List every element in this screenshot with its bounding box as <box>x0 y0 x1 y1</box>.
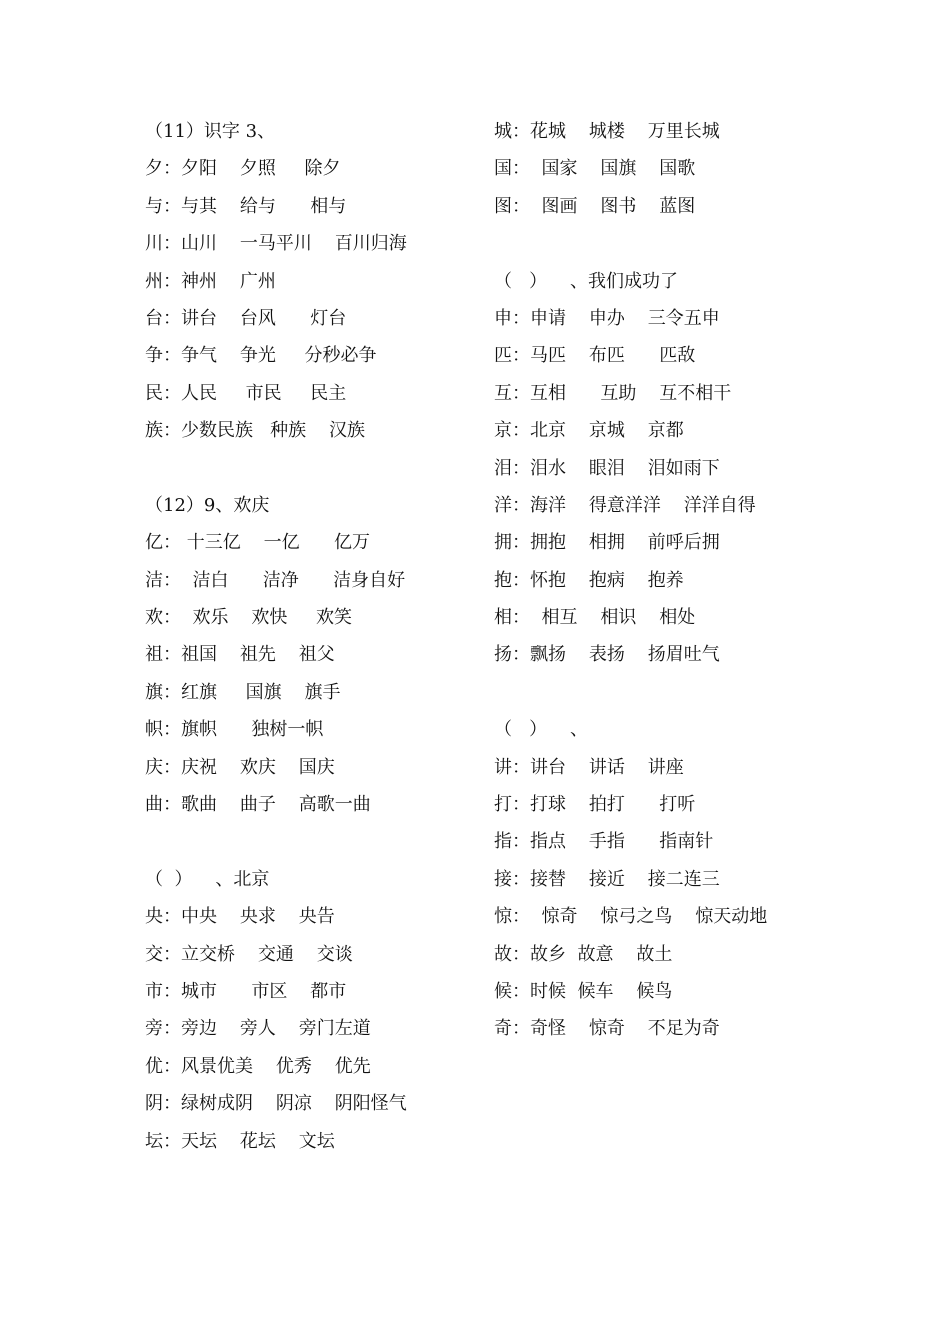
section-spacer <box>145 450 475 487</box>
word-entry: 讲：讲台 讲话 讲座 <box>494 756 684 778</box>
word-entry: 奇：奇怪 惊奇 不足为奇 <box>494 1018 720 1040</box>
word-entry: 阴：绿树成阴 阴凉 阴阳怪气 <box>145 1093 407 1115</box>
word-entry: 央：中央 央求 央告 <box>145 906 335 928</box>
word-entry: 欢： 欢乐 欢快 欢笑 <box>145 607 352 629</box>
word-entry: 图： 图画 图书 蓝图 <box>494 195 696 217</box>
word-entry: 指：指点 手指 指南针 <box>494 831 714 853</box>
word-entry: 庆：庆祝 欢庆 国庆 <box>145 756 335 778</box>
word-entry: 州：神州 广州 <box>145 270 276 292</box>
word-entry: 国： 国家 国旗 国歌 <box>494 158 696 180</box>
word-entry: 台：讲台 台风 灯台 <box>145 307 347 329</box>
word-entry: 洋：海洋 得意洋洋 洋洋自得 <box>494 494 756 516</box>
left-column <box>145 113 475 1160</box>
word-entry: 帜：旗帜 独树一帜 <box>145 719 324 741</box>
section-heading: （12）9、欢庆 <box>145 494 270 516</box>
word-entry: 故：故乡 故意 故土 <box>494 943 673 965</box>
word-entry: 京：北京 京城 京都 <box>494 420 684 442</box>
section-spacer <box>145 823 475 860</box>
section-heading: （ ） 、北京 <box>145 868 270 890</box>
word-entry: 市：城市 市区 都市 <box>145 980 347 1002</box>
word-entry: 匹：马匹 布匹 匹敌 <box>494 345 696 367</box>
word-entry: 与：与其 给与 相与 <box>145 195 347 217</box>
section-heading: （11）识字 3、 <box>145 121 276 142</box>
word-entry: 优：风景优美 优秀 优先 <box>145 1055 371 1077</box>
right-column <box>494 113 824 1048</box>
word-entry: 祖：祖国 祖先 祖父 <box>145 644 335 666</box>
section-spacer <box>494 674 824 711</box>
word-entry: 旗：红旗 国旗 旗手 <box>145 681 341 703</box>
word-entry: 交：立交桥 交通 交谈 <box>145 943 353 965</box>
word-entry: 洁： 洁白 洁净 洁身自好 <box>145 569 406 591</box>
word-entry: 惊： 惊奇 惊弓之鸟 惊天动地 <box>494 906 768 928</box>
word-entry: 泪：泪水 眼泪 泪如雨下 <box>494 457 720 479</box>
word-entry: 城：花城 城楼 万里长城 <box>494 121 720 142</box>
word-entry: 互：互相 互助 互不相干 <box>494 382 732 404</box>
section-heading: （ ） 、我们成功了 <box>494 270 679 292</box>
word-entry: 申：申请 申办 三令五申 <box>494 307 720 329</box>
word-entry: 亿： 十三亿 一亿 亿万 <box>145 532 370 554</box>
word-entry: 旁：旁边 旁人 旁门左道 <box>145 1018 371 1040</box>
word-entry: 抱：怀抱 抱病 抱养 <box>494 569 684 591</box>
word-entry: 打：打球 拍打 打听 <box>494 794 696 816</box>
word-entry: 拥：拥抱 相拥 前呼后拥 <box>494 532 720 554</box>
word-entry: 扬：飘扬 表扬 扬眉吐气 <box>494 644 720 666</box>
word-entry: 曲：歌曲 曲子 高歌一曲 <box>145 794 371 816</box>
word-entry: 候：时候 候车 候鸟 <box>494 980 673 1002</box>
word-entry: 川：山川 一马平川 百川归海 <box>145 233 407 255</box>
word-entry: 相： 相互 相识 相处 <box>494 607 696 629</box>
word-entry: 夕：夕阳 夕照 除夕 <box>145 158 341 180</box>
word-entry: 坛：天坛 花坛 文坛 <box>145 1130 335 1152</box>
word-entry: 接：接替 接近 接二连三 <box>494 868 720 890</box>
word-entry: 民：人民 市民 民主 <box>145 382 347 404</box>
section-heading: （ ） 、 <box>494 719 589 741</box>
section-spacer <box>494 225 824 262</box>
word-entry: 争：争气 争光 分秒必争 <box>145 345 377 367</box>
word-entry: 族：少数民族 种族 汉族 <box>145 420 366 442</box>
